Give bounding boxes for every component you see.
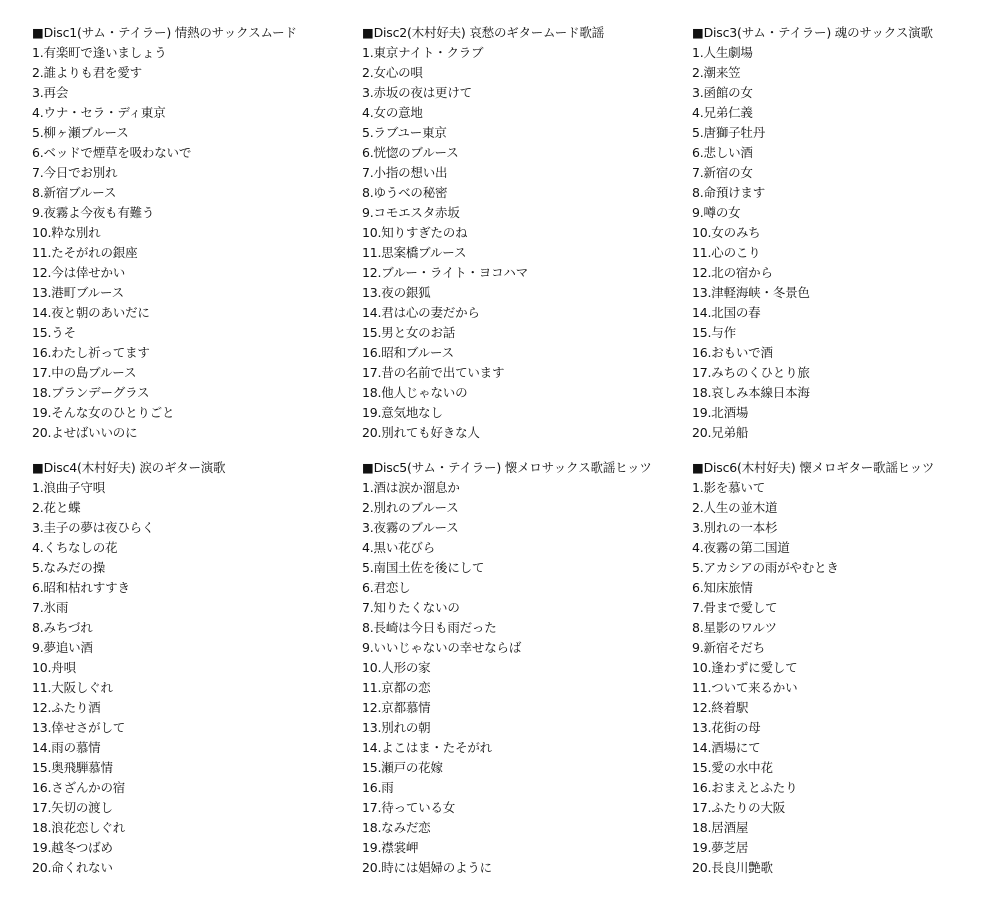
track-item: 2.誰よりも君を愛す xyxy=(32,65,142,80)
track-item: 10.女のみち xyxy=(692,225,761,240)
track-item: 2.別れのブルース xyxy=(362,500,459,515)
disc-title: ■Disc2(木村好夫) 哀愁のギタームード歌謡 xyxy=(362,25,604,40)
track-item: 7.骨まで愛して xyxy=(692,600,778,615)
track-item: 16.さざんかの宿 xyxy=(32,780,126,795)
disc-title: ■Disc4(木村好夫) 涙のギター演歌 xyxy=(32,460,226,475)
track-item: 17.中の島ブルース xyxy=(32,365,137,380)
track-item: 15.愛の水中花 xyxy=(692,760,773,775)
track-item: 1.浪曲子守唄 xyxy=(32,480,106,495)
track-item: 8.ゆうべの秘密 xyxy=(362,185,448,200)
track-item: 19.北酒場 xyxy=(692,405,749,420)
track-item: 1.酒は涙か溜息か xyxy=(362,480,460,495)
disc-4-section xyxy=(32,458,342,878)
track-item: 7.今日でお別れ xyxy=(32,165,118,180)
track-item: 13.別れの朝 xyxy=(362,720,431,735)
track-item: 18.なみだ恋 xyxy=(362,820,431,835)
disc-6-section xyxy=(692,458,1000,878)
track-item: 18.浪花恋しぐれ xyxy=(32,820,126,835)
track-item: 12.今は倖せかい xyxy=(32,265,126,280)
disc-title: ■Disc1(サム・テイラー) 情熱のサックスムード xyxy=(32,25,297,40)
track-item: 20.時には娼婦のように xyxy=(362,860,492,875)
track-item: 3.函館の女 xyxy=(692,85,753,100)
track-item: 13.津軽海峡・冬景色 xyxy=(692,285,810,300)
track-item: 3.赤坂の夜は更けて xyxy=(362,85,472,100)
track-item: 12.ブルー・ライト・ヨコハマ xyxy=(362,265,529,280)
track-item: 9.新宿そだち xyxy=(692,640,766,655)
track-item: 13.倖せさがして xyxy=(32,720,126,735)
track-list xyxy=(32,43,342,443)
track-item: 16.おもいで酒 xyxy=(692,345,773,360)
track-item: 9.夜霧よ今夜も有難う xyxy=(32,205,155,220)
track-item: 15.瀬戸の花嫁 xyxy=(362,760,443,775)
track-item: 8.みちづれ xyxy=(32,620,93,635)
track-item: 11.大阪しぐれ xyxy=(32,680,113,695)
track-item: 6.知床旅情 xyxy=(692,580,753,595)
track-item: 18.ブランデーグラス xyxy=(32,385,150,400)
track-item: 6.ベッドで煙草を吸わないで xyxy=(32,145,192,160)
track-item: 5.柳ヶ瀬ブルース xyxy=(32,125,129,140)
track-item: 1.有楽町で逢いましょう xyxy=(32,45,167,60)
track-item: 12.北の宿から xyxy=(692,265,773,280)
track-item: 11.ついて来るかい xyxy=(692,680,798,695)
track-item: 9.いいじゃないの幸せならば xyxy=(362,640,522,655)
track-item: 10.粋な別れ xyxy=(32,225,101,240)
track-item: 4.くちなしの花 xyxy=(32,540,118,555)
track-item: 17.みちのくひとり旅 xyxy=(692,365,810,380)
track-item: 4.ウナ・セラ・ディ東京 xyxy=(32,105,166,120)
track-list xyxy=(692,478,1000,878)
track-item: 7.氷雨 xyxy=(32,600,69,615)
track-item: 20.命くれない xyxy=(32,860,113,875)
track-item: 12.終着駅 xyxy=(692,700,749,715)
track-item: 14.よこはま・たそがれ xyxy=(362,740,492,755)
track-item: 6.君恋し xyxy=(362,580,411,595)
track-item: 20.兄弟船 xyxy=(692,425,749,440)
track-item: 5.南国土佐を後にして xyxy=(362,560,485,575)
track-item: 14.君は心の妻だから xyxy=(362,305,480,320)
track-item: 11.たそがれの銀座 xyxy=(32,245,138,260)
track-item: 19.襟裳岬 xyxy=(362,840,419,855)
track-item: 14.夜と朝のあいだに xyxy=(32,305,150,320)
disc-title: ■Disc5(サム・テイラー) 懐メロサックス歌謡ヒッツ xyxy=(362,460,652,475)
track-item: 1.影を慕いて xyxy=(692,480,766,495)
track-item: 5.ラブユー東京 xyxy=(362,125,447,140)
disc-2-section xyxy=(362,23,672,443)
track-item: 15.与作 xyxy=(692,325,736,340)
track-item: 2.潮来笠 xyxy=(692,65,741,80)
track-item: 18.哀しみ本線日本海 xyxy=(692,385,810,400)
track-item: 10.知りすぎたのね xyxy=(362,225,468,240)
disc-1-section xyxy=(32,23,342,443)
track-item: 20.長良川艶歌 xyxy=(692,860,773,875)
track-item: 17.待っている女 xyxy=(362,800,456,815)
track-item: 16.雨 xyxy=(362,780,394,795)
track-item: 6.悲しい酒 xyxy=(692,145,753,160)
track-item: 19.夢芝居 xyxy=(692,840,749,855)
track-item: 8.命預けます xyxy=(692,185,766,200)
track-item: 5.唐獅子牡丹 xyxy=(692,125,766,140)
track-list xyxy=(362,478,672,878)
track-item: 1.人生劇場 xyxy=(692,45,753,60)
track-item: 13.花街の母 xyxy=(692,720,761,735)
track-item: 13.夜の銀狐 xyxy=(362,285,431,300)
track-list xyxy=(362,43,672,443)
track-item: 9.夢追い酒 xyxy=(32,640,93,655)
disc-title: ■Disc6(木村好夫) 懐メロギター歌謡ヒッツ xyxy=(692,460,935,475)
track-item: 8.新宿ブルース xyxy=(32,185,117,200)
track-item: 20.よせばいいのに xyxy=(32,425,138,440)
track-item: 5.アカシアの雨がやむとき xyxy=(692,560,839,575)
track-item: 17.矢切の渡し xyxy=(32,800,113,815)
track-item: 5.なみだの操 xyxy=(32,560,106,575)
track-item: 4.兄弟仁義 xyxy=(692,105,753,120)
track-list xyxy=(692,43,1000,443)
track-item: 4.黒い花びら xyxy=(362,540,436,555)
track-item: 7.小指の想い出 xyxy=(362,165,448,180)
track-item: 6.恍惚のブルース xyxy=(362,145,459,160)
track-item: 6.昭和枯れすすき xyxy=(32,580,130,595)
track-item: 18.他人じゃないの xyxy=(362,385,468,400)
track-item: 12.ふたり酒 xyxy=(32,700,101,715)
track-item: 17.昔の名前で出ています xyxy=(362,365,505,380)
track-item: 16.おまえとふたり xyxy=(692,780,798,795)
track-item: 8.星影のワルツ xyxy=(692,620,777,635)
track-item: 20.別れても好きな人 xyxy=(362,425,480,440)
track-item: 15.男と女のお話 xyxy=(362,325,456,340)
track-item: 18.居酒屋 xyxy=(692,820,749,835)
track-item: 2.人生の並木道 xyxy=(692,500,778,515)
track-item: 3.夜霧のブルース xyxy=(362,520,459,535)
track-item: 11.思案橋ブルース xyxy=(362,245,467,260)
track-item: 9.コモエスタ赤坂 xyxy=(362,205,460,220)
track-list xyxy=(32,478,342,878)
track-item: 3.圭子の夢は夜ひらく xyxy=(32,520,155,535)
track-item: 16.わたし祈ってます xyxy=(32,345,150,360)
track-item: 14.北国の春 xyxy=(692,305,761,320)
track-item: 16.昭和ブルース xyxy=(362,345,454,360)
track-item: 8.長崎は今日も雨だった xyxy=(362,620,497,635)
track-item: 14.酒場にて xyxy=(692,740,761,755)
track-item: 3.別れの一本杉 xyxy=(692,520,778,535)
track-item: 10.舟唄 xyxy=(32,660,76,675)
track-item: 10.逢わずに愛して xyxy=(692,660,798,675)
track-item: 15.うそ xyxy=(32,325,76,340)
track-item: 9.噂の女 xyxy=(692,205,741,220)
track-item: 19.越冬つばめ xyxy=(32,840,113,855)
track-item: 13.港町ブルース xyxy=(32,285,124,300)
track-item: 4.女の意地 xyxy=(362,105,423,120)
track-item: 19.そんな女のひとりごと xyxy=(32,405,175,420)
track-item: 17.ふたりの大阪 xyxy=(692,800,786,815)
track-item: 2.花と蝶 xyxy=(32,500,81,515)
track-item: 7.知りたくないの xyxy=(362,600,460,615)
track-item: 3.再会 xyxy=(32,85,69,100)
track-item: 14.雨の慕情 xyxy=(32,740,101,755)
track-item: 4.夜霧の第二国道 xyxy=(692,540,790,555)
disc-5-section xyxy=(362,458,672,878)
track-item: 15.奥飛騨慕情 xyxy=(32,760,113,775)
track-item: 10.人形の家 xyxy=(362,660,431,675)
track-item: 12.京都慕情 xyxy=(362,700,431,715)
track-item: 1.東京ナイト・クラブ xyxy=(362,45,484,60)
disc-title: ■Disc3(サム・テイラー) 魂のサックス演歌 xyxy=(692,25,933,40)
track-item: 7.新宿の女 xyxy=(692,165,753,180)
track-item: 11.心のこり xyxy=(692,245,761,260)
track-item: 19.意気地なし xyxy=(362,405,443,420)
track-item: 11.京都の恋 xyxy=(362,680,431,695)
disc-3-section xyxy=(692,23,1000,443)
track-item: 2.女心の唄 xyxy=(362,65,423,80)
